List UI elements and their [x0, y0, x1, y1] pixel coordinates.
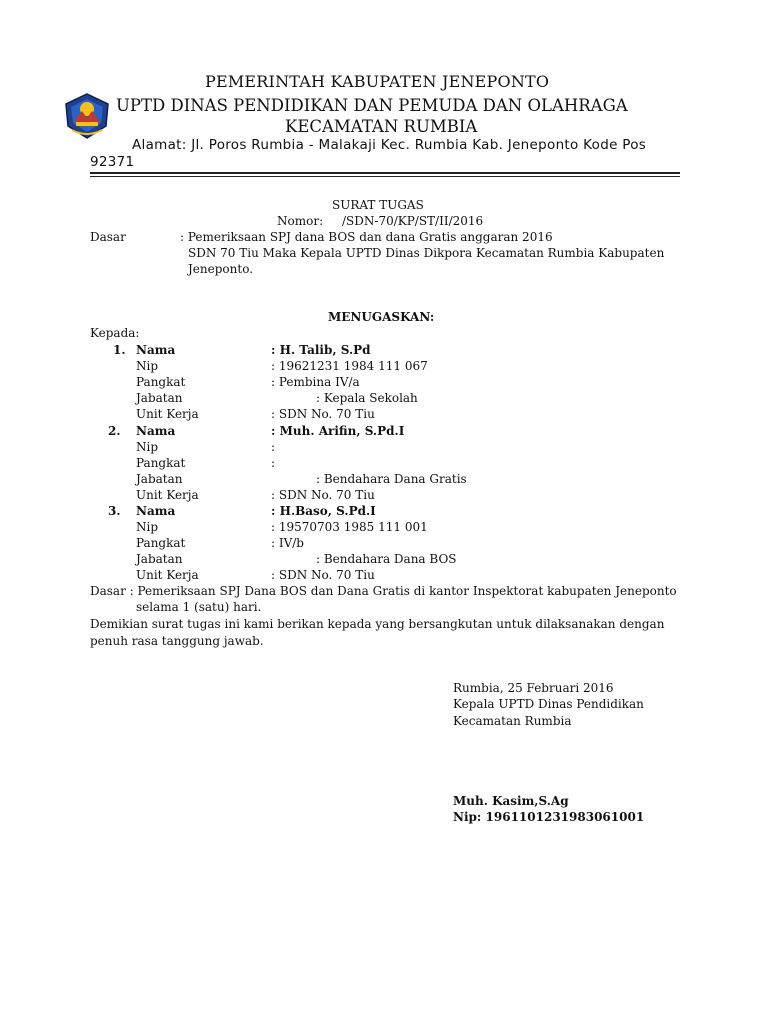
dasar-text-line2: SDN 70 Tiu Maka Kepala UPTD Dinas Dikpora Kecamatan Rumbia Kabupaten — [188, 246, 665, 260]
dasar-text-line1: : Pemeriksaan SPJ dana BOS dan dana Gratis anggaran 2016 — [180, 230, 553, 244]
regency-emblem-icon — [62, 92, 112, 140]
person-nip-value: : 19570703 1985 111 001 — [271, 520, 428, 534]
person-name-label: Nama — [136, 343, 176, 357]
person-number: 2. — [108, 424, 121, 438]
dasar-text-line3: Jeneponto. — [188, 262, 254, 276]
signature-place-date: Rumbia, 25 Februari 2016 — [453, 681, 614, 695]
document-title: SURAT TUGAS — [332, 198, 424, 212]
kepada-label: Kepada: — [90, 326, 140, 340]
person-unit-label: Unit Kerja — [136, 488, 199, 502]
signature-position-line1: Kepala UPTD Dinas Pendidikan — [453, 697, 644, 711]
letterhead-agency: UPTD DINAS PENDIDIKAN DAN PEMUDA DAN OLAHRAGA — [116, 96, 628, 115]
person-nip-label: Nip — [136, 359, 159, 373]
person-unit-label: Unit Kerja — [136, 568, 199, 582]
person-pangkat-label: Pangkat — [136, 536, 186, 550]
nomor-value: /SDN-70/KP/ST/II/2016 — [342, 214, 484, 228]
person-unit-value: : SDN No. 70 Tiu — [271, 568, 375, 582]
person-number: 1. — [113, 343, 126, 357]
person-pangkat-label: Pangkat — [136, 456, 186, 470]
person-jabatan-value: : Kepala Sekolah — [316, 391, 418, 405]
person-unit-value: : SDN No. 70 Tiu — [271, 488, 375, 502]
nomor-label: Nomor: — [277, 214, 324, 228]
closing-line1: Demikian surat tugas ini kami berikan kepada yang bersangkutan untuk dilaksanakan dengan — [90, 617, 665, 631]
person-jabatan-label: Jabatan — [136, 472, 183, 486]
letterhead-district: KECAMATAN RUMBIA — [285, 117, 478, 136]
letterhead-postcode: 92371 — [90, 154, 135, 170]
person-jabatan-value: : Bendahara Dana BOS — [316, 552, 457, 566]
person-jabatan-value: : Bendahara Dana Gratis — [316, 472, 467, 486]
person-pangkat-label: Pangkat — [136, 375, 186, 389]
person-nip-value: : 19621231 1984 111 067 — [271, 359, 428, 373]
dasar-label: Dasar — [90, 230, 126, 244]
person-name-value: : Muh. Arifin, S.Pd.I — [271, 424, 405, 438]
person-name-label: Nama — [136, 424, 176, 438]
signatory-name: Muh. Kasim,S.Ag — [453, 794, 569, 808]
person-unit-value: : SDN No. 70 Tiu — [271, 407, 375, 421]
person-number: 3. — [108, 504, 121, 518]
letterhead-government: PEMERINTAH KABUPATEN JENEPONTO — [205, 72, 550, 91]
person-nip-label: Nip — [136, 520, 159, 534]
person-nip-value: : — [271, 440, 276, 454]
person-name-value: : H.Baso, S.Pd.I — [271, 504, 376, 518]
dasar2-line2: selama 1 (satu) hari. — [136, 600, 262, 614]
person-jabatan-label: Jabatan — [136, 552, 183, 566]
menugaskan-heading: MENUGASKAN: — [328, 310, 435, 324]
signatory-nip: Nip: 196110123198306100​1 — [453, 810, 645, 824]
header-divider — [90, 172, 680, 174]
person-pangkat-value: : IV/b — [271, 536, 304, 550]
person-name-label: Nama — [136, 504, 176, 518]
closing-line2: penuh rasa tanggung jawab. — [90, 634, 264, 648]
header-divider-thin — [90, 176, 680, 177]
letterhead-address: Alamat: Jl. Poros Rumbia - Malakaji Kec. Rumbia Kab. Jeneponto Kode Pos — [132, 137, 647, 153]
person-pangkat-value: : — [271, 456, 276, 470]
person-pangkat-value: : Pembina IV/a — [271, 375, 360, 389]
dasar2-line1: Dasar : Pemeriksaan SPJ Dana BOS dan Dana Gratis di kantor Inspektorat kabupaten Jeneponto — [90, 584, 677, 598]
person-unit-label: Unit Kerja — [136, 407, 199, 421]
person-jabatan-label: Jabatan — [136, 391, 183, 405]
person-name-value: : H. Talib, S.Pd — [271, 343, 371, 357]
person-nip-label: Nip — [136, 440, 159, 454]
signature-position-line2: Kecamatan Rumbia — [453, 714, 572, 728]
